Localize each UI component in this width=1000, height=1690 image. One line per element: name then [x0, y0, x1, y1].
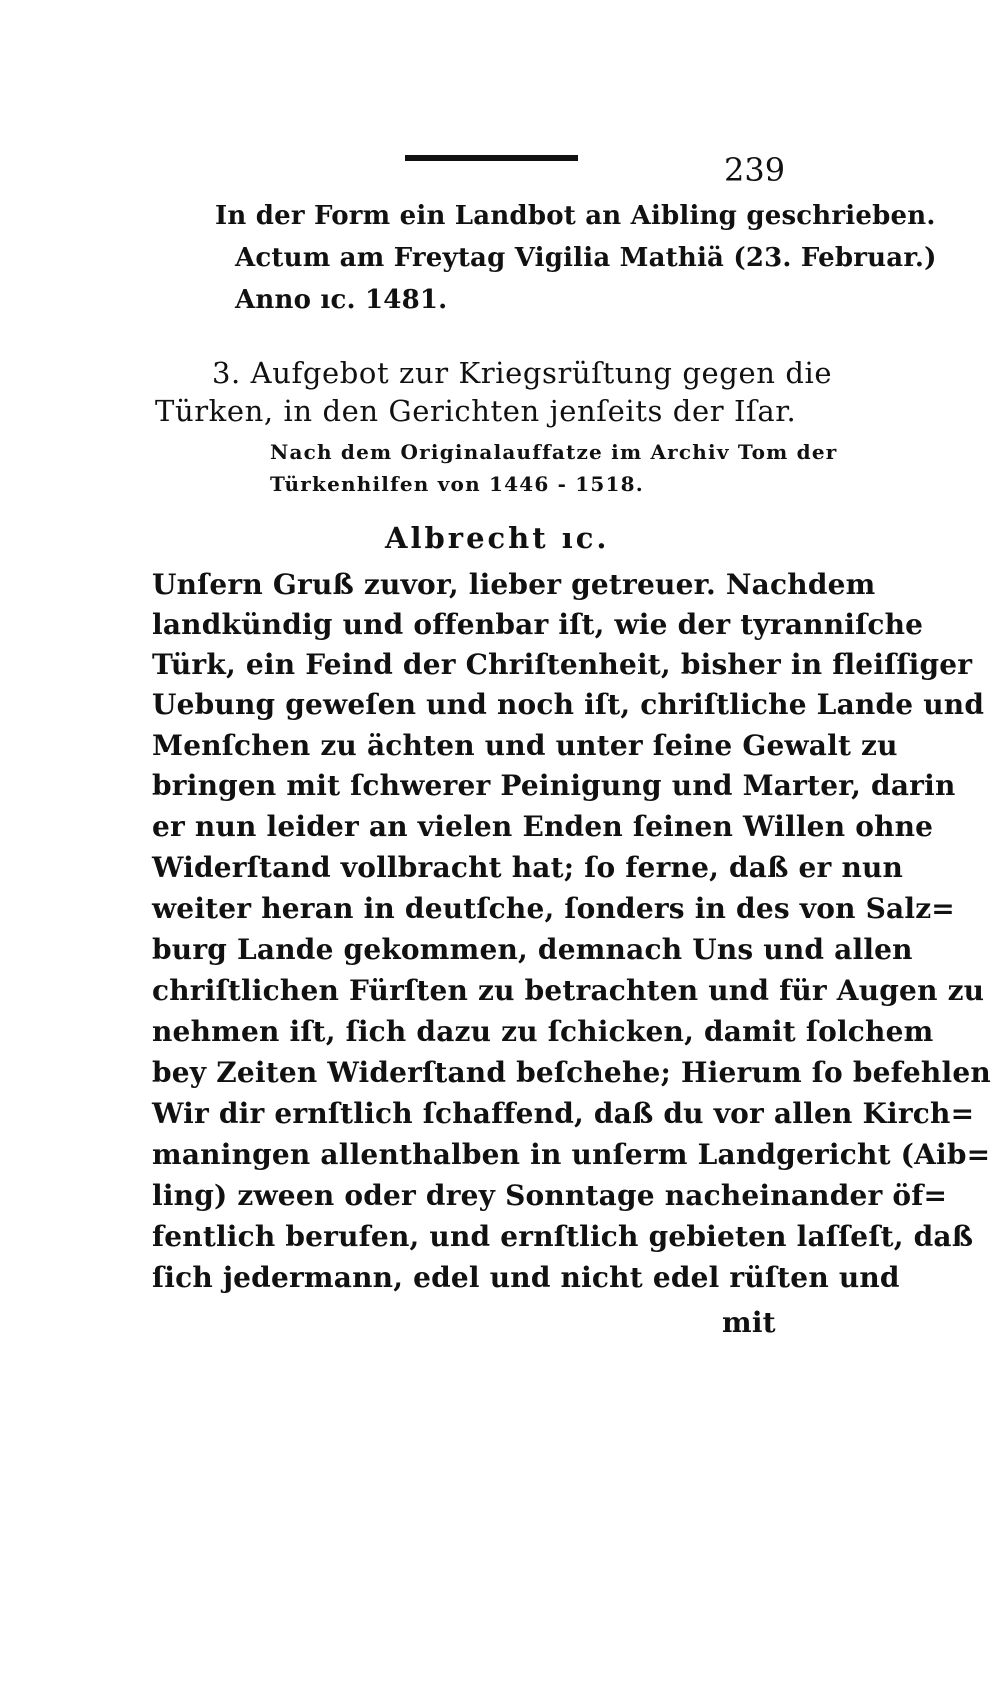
- header-rule: [405, 155, 578, 161]
- body-line: fentlich berufen, und ernſtlich gebieten laſſeſt, daß: [152, 1220, 974, 1253]
- body-line: nehmen iſt, ſich dazu zu ſchicken, damit ſolchem: [152, 1015, 934, 1048]
- body-line: weiter heran in deutſche, ſonders in des von Salz=: [152, 892, 955, 925]
- body-line: landkündig und offenbar iſt, wie der tyranniſche: [152, 608, 924, 641]
- body-line: Türk, ein Feind der Chriſtenheit, bisher in fleiſſiger: [152, 648, 973, 681]
- body-line: ling) zween oder drey Sonntage nacheinander öf=: [152, 1179, 948, 1212]
- body-line: er nun leider an vielen Enden ſeinen Willen ohne: [152, 810, 934, 843]
- source-note-line: Türkenhilfen von 1446 - 1518.: [270, 472, 644, 496]
- body-line: chriſtlichen Fürſten zu betrachten und für Augen zu: [152, 974, 985, 1007]
- body-line: maningen allenthalben in unſerm Landgericht (Aib=: [152, 1138, 991, 1171]
- body-line: burg Lande gekommen, demnach Uns und allen: [152, 933, 913, 966]
- body-line: Unſern Gruß zuvor, lieber getreuer. Nachdem: [152, 568, 876, 601]
- intro-line: In der Form ein Landbot an Aibling geschrieben.: [215, 201, 936, 231]
- body-line: Widerſtand vollbracht hat; ſo ferne, daß er nun: [152, 851, 904, 884]
- section-heading-line: Türken, in den Gerichten jenſeits der Iſar.: [155, 394, 797, 428]
- section-heading-line: 3. Aufgebot zur Kriegsrüſtung gegen die: [212, 356, 833, 390]
- body-line: ſich jedermann, edel und nicht edel rüſten und: [152, 1261, 900, 1294]
- body-line: Uebung geweſen und noch iſt, chriſtliche Lande und: [152, 688, 985, 721]
- intro-line: Anno ıc. 1481.: [235, 285, 448, 315]
- intro-line: Actum am Freytag Vigilia Mathiä (23. Februar.): [235, 243, 937, 273]
- salutation: Albrecht ıc.: [385, 521, 610, 555]
- source-note-line: Nach dem Originalauffatze im Archiv Tom der: [270, 440, 838, 464]
- catchword: mit: [722, 1306, 776, 1339]
- body-line: Menſchen zu ächten und unter ſeine Gewalt zu: [152, 729, 898, 762]
- body-line: bringen mit ſchwerer Peinigung und Marter, darin: [152, 769, 956, 802]
- page-number: 239: [724, 151, 786, 189]
- body-line: bey Zeiten Widerſtand beſchehe; Hierum ſo befehlen: [152, 1056, 991, 1089]
- body-line: Wir dir ernſtlich ſchaffend, daß du vor allen Kirch=: [152, 1097, 975, 1130]
